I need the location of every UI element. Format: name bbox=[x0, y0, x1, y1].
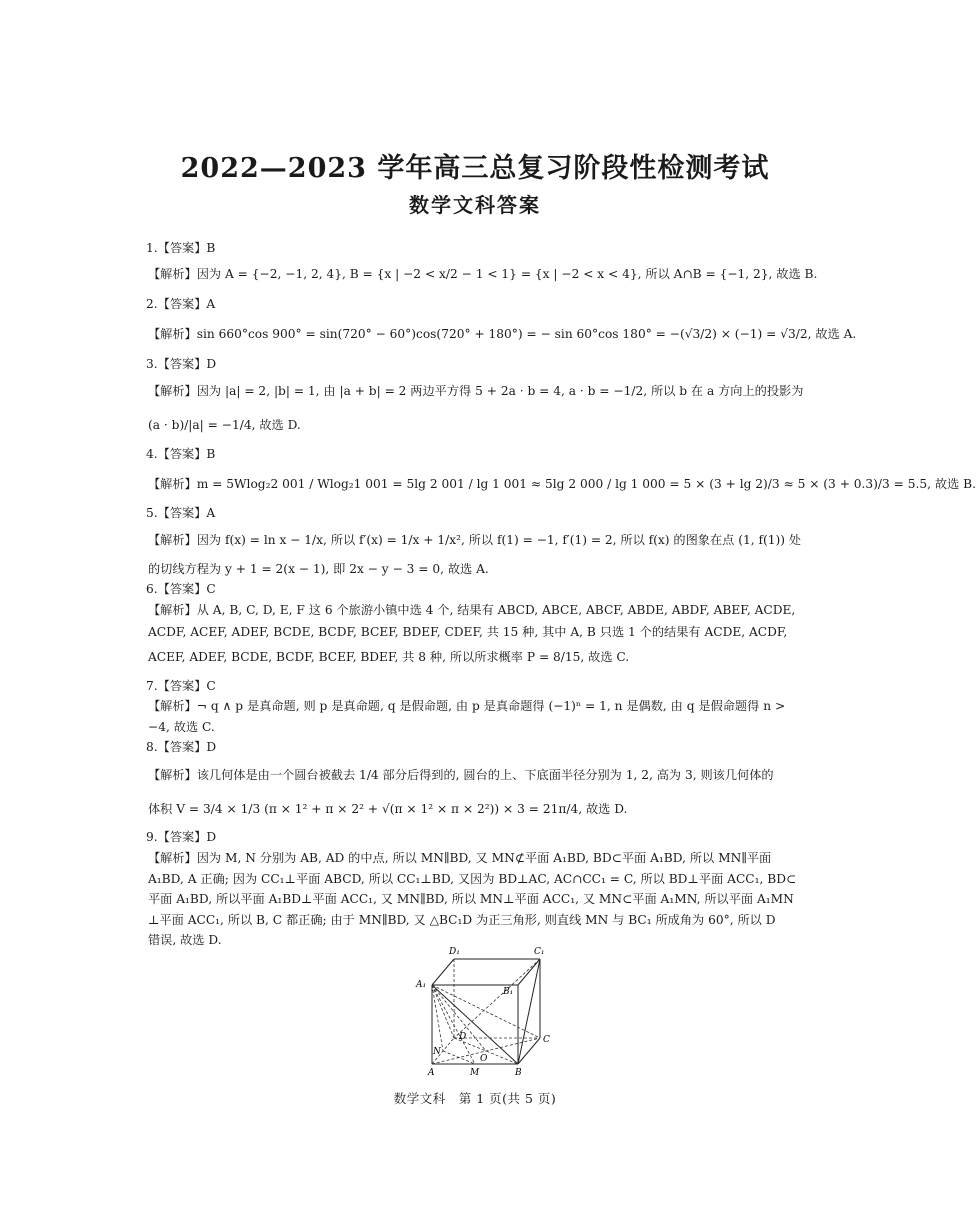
solution-2: 【解析】sin 660°cos 900° = sin(720° − 60°)cos(720° + 180°) = − sin 60°cos 180° = −(√3/2) × (−1) = √3/2, 故选 A. bbox=[148, 327, 857, 341]
segment-a1-d bbox=[432, 985, 454, 1038]
answer-6: 6.【答案】C bbox=[146, 582, 216, 596]
solution-8-line-1: 【解析】该几何体是由一个圆台被截去 1/4 部分后得到的, 圆台的上、下底面半径分别为 1, 2, 高为 3, 则该几何体的 bbox=[148, 768, 774, 782]
solution-3-line-2: (a · b)/|a| = −1/4, 故选 D. bbox=[148, 418, 301, 432]
segment-b-c1 bbox=[518, 959, 540, 1064]
solution-3-line-1: 【解析】因为 |a| = 2, |b| = 1, 由 |a + b| = 2 两边平方得 5 + 2a · b = 4, a · b = −1/2, 所以 b 在 a 方向上的投影为 bbox=[148, 384, 804, 398]
answer-3: 3.【答案】D bbox=[146, 357, 217, 371]
page-title: 2022—2023 学年高三总复习阶段性检测考试 bbox=[180, 153, 770, 184]
answer-9: 9.【答案】D bbox=[146, 830, 217, 844]
label-d1: D₁ bbox=[449, 947, 460, 957]
solution-5-line-2: 的切线方程为 y + 1 = 2(x − 1), 即 2x − y − 3 = 0, 故选 A. bbox=[148, 562, 489, 576]
cube-figure bbox=[412, 942, 562, 1080]
solution-6-line-1: 【解析】从 A, B, C, D, E, F 这 6 个旅游小镇中选 4 个, 结果有 ABCD, ABCE, ABCF, ABDE, ABDF, ABEF, ACDE, bbox=[148, 603, 796, 617]
edge-b-c bbox=[518, 1038, 540, 1064]
solution-1: 【解析】因为 A = {−2, −1, 2, 4}, B = {x | −2 < x/2 − 1 < 1} = {x | −2 < x < 4}, 所以 A∩B = {−1, 2}, 故选 B. bbox=[148, 267, 818, 281]
answer-5: 5.【答案】A bbox=[146, 506, 216, 520]
label-d: D bbox=[459, 1032, 467, 1042]
solution-9-line-2: A₁BD, A 正确; 因为 CC₁⊥平面 ABCD, 所以 CC₁⊥BD, 又因为 BD⊥AC, AC∩CC₁ = C, 所以 BD⊥平面 ACC₁, BD⊂ bbox=[148, 872, 797, 886]
segment-c1-d bbox=[454, 959, 540, 1038]
edge-a1-d1 bbox=[432, 959, 454, 985]
label-c1: C₁ bbox=[534, 947, 545, 957]
answer-7: 7.【答案】C bbox=[146, 679, 216, 693]
label-c: C bbox=[543, 1035, 550, 1045]
label-b: B bbox=[515, 1068, 522, 1078]
solution-9-line-4: ⊥平面 ACC₁, 所以 B, C 都正确; 由于 MN∥BD, 又 △BC₁D 为正三角形, 则直线 MN 与 BC₁ 所成角为 60°, 所以 D bbox=[148, 913, 776, 927]
page-footer: 数学文科 第 1 页(共 5 页) bbox=[393, 1091, 557, 1106]
solution-6-line-2: ACDF, ACEF, ADEF, BCDE, BCDF, BCEF, BDEF, CDEF, 共 15 种, 其中 A, B 只选 1 个的结果有 ACDE, ACDF, bbox=[148, 625, 788, 639]
answer-2: 2.【答案】A bbox=[146, 297, 216, 311]
label-a1: A₁ bbox=[416, 980, 427, 990]
solution-9-line-5: 错误, 故选 D. bbox=[148, 933, 222, 947]
answer-8: 8.【答案】D bbox=[146, 740, 217, 754]
segment-n-m bbox=[443, 1051, 475, 1064]
label-b1: B₁ bbox=[503, 987, 514, 997]
solution-9-line-1: 【解析】因为 M, N 分别为 AB, AD 的中点, 所以 MN∥BD, 又 MN⊄平面 A₁BD, BD⊂平面 A₁BD, 所以 MN∥平面 bbox=[148, 851, 772, 865]
label-m: M bbox=[470, 1068, 480, 1078]
page-subtitle: 数学文科答案 bbox=[409, 193, 541, 217]
solution-7-line-2: −4, 故选 C. bbox=[148, 720, 215, 734]
solution-6-line-3: ACEF, ADEF, BCDE, BCDF, BCEF, BDEF, 共 8 种, 所以所求概率 P = 8/15, 故选 C. bbox=[148, 650, 630, 664]
solution-9-line-3: 平面 A₁BD, 所以平面 A₁BD⊥平面 ACC₁, 又 MN∥BD, 所以 MN⊥平面 ACC₁, 又 MN⊂平面 A₁MN, 所以平面 A₁MN bbox=[148, 892, 794, 906]
solution-4: 【解析】m = 5Wlog₂2 001 / Wlog₂1 001 = 5lg 2 001 / lg 1 001 ≈ 5lg 2 000 / lg 1 000 = 5 × (3 + lg 2)/3 ≈ 5 × (3 + 0.3)/3 = 5.5, 故选 B. bbox=[148, 477, 976, 491]
solution-8-line-2: 体积 V = 3/4 × 1/3 (π × 1² + π × 2² + √(π × 1² × π × 2²)) × 3 = 21π/4, 故选 D. bbox=[148, 802, 628, 816]
edge-c1-b1 bbox=[518, 959, 540, 985]
label-o: O bbox=[480, 1054, 488, 1064]
label-n: N bbox=[433, 1047, 441, 1057]
segment-a1-c bbox=[432, 985, 540, 1038]
solution-7-line-1: 【解析】¬ q ∧ p 是真命题, 则 p 是真命题, q 是假命题, 由 p 是真命题得 (−1)ⁿ = 1, n 是偶数, 由 q 是假命题得 n > bbox=[148, 699, 786, 713]
answer-1: 1.【答案】B bbox=[146, 241, 216, 255]
solution-5-line-1: 【解析】因为 f(x) = ln x − 1/x, 所以 f′(x) = 1/x + 1/x², 所以 f(1) = −1, f′(1) = 2, 所以 f(x) 的图象在点 (1, f(1)) 处 bbox=[148, 533, 802, 547]
answer-4: 4.【答案】B bbox=[146, 447, 216, 461]
label-a: A bbox=[428, 1068, 435, 1078]
